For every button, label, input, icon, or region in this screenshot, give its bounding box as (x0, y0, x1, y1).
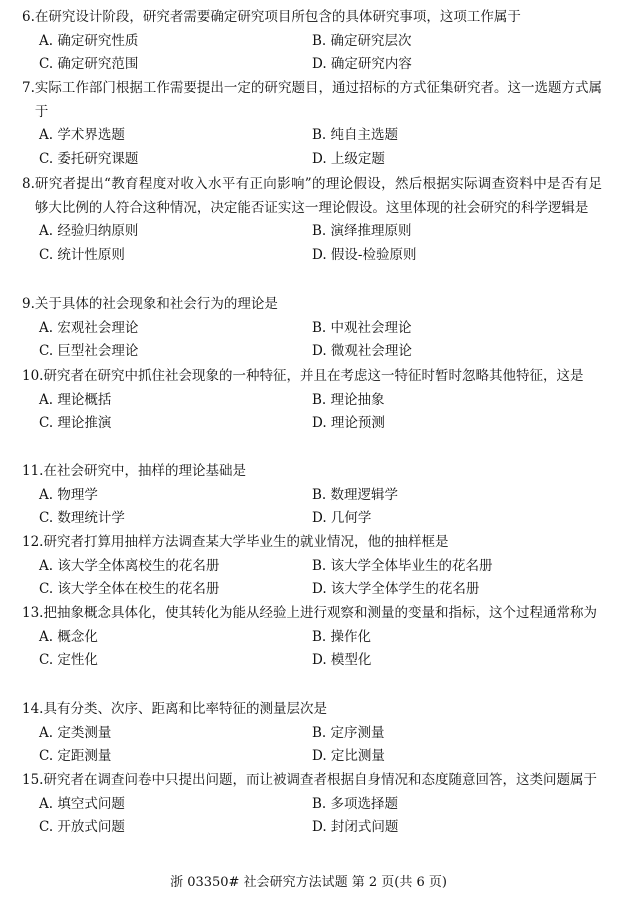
options (22, 484, 602, 531)
question-stem (22, 6, 602, 30)
options (22, 30, 602, 77)
question-stem (22, 769, 602, 793)
options (22, 220, 602, 267)
option-c: C. 确定研究范围 (39, 56, 139, 72)
option-b: B. 演绎推理原则 (312, 223, 412, 239)
question-6 (22, 6, 602, 77)
option-c: C. 该大学全体在校生的花名册 (39, 581, 220, 597)
option-d: D. 上级定题 (312, 150, 385, 167)
question-text: 研究者在调查问卷中只提出问题，而让被调查者根据自身情况和态度随意回答，这类问题属于 (43, 772, 597, 788)
question-text: 研究者提出“教育程度对收入水平有正向影响”的理论假设，然后根据实际调查资料中是否有足够大比例的人符合这种情况，决定能否证实这一理论假设。这里体现的社会研究的科学逻辑是 (34, 176, 602, 216)
options (22, 317, 602, 364)
options (22, 555, 602, 602)
option-a: A. 定类测量 (39, 724, 112, 741)
option-a: A. 填空式问题 (39, 795, 125, 812)
question-12 (22, 531, 602, 602)
question-number: 15. (22, 772, 44, 788)
option-d: D. 微观社会理论 (312, 343, 412, 359)
option-a: A. 确定研究性质 (39, 32, 139, 49)
question-number: 14. (22, 701, 44, 717)
question-text: 关于具体的社会现象和社会行为的理论是 (34, 296, 278, 312)
option-d: D. 确定研究内容 (312, 56, 412, 72)
question-text: 研究者打算用抽样方法调查某大学毕业生的就业情况，他的抽样框是 (43, 534, 449, 550)
option-c: C. 数理统计学 (39, 510, 125, 526)
question-text: 把抽象概念具体化，使其转化为能从经验上进行观察和测量的变量和指标，这个过程通常称为 (43, 605, 597, 621)
option-b: B. 操作化 (312, 628, 372, 645)
option-a: A. 概念化 (39, 628, 98, 645)
question-number: 13. (22, 605, 44, 621)
options (22, 124, 602, 171)
question-9 (22, 293, 602, 364)
question-number: 7. (22, 80, 35, 96)
option-a: A. 物理学 (39, 486, 98, 503)
option-c: C. 定距测量 (39, 748, 112, 764)
question-14 (22, 698, 602, 769)
question-stem (22, 173, 602, 220)
option-a: A. 宏观社会理论 (39, 319, 139, 336)
option-d: D. 该大学全体学生的花名册 (312, 581, 480, 597)
question-text: 实际工作部门根据工作需要提出一定的研究题目，通过招标的方式征集研究者。这一选题方式属于 (34, 80, 602, 120)
question-stem (22, 293, 602, 317)
question-stem (22, 460, 602, 484)
options (22, 626, 602, 673)
option-a: A. 该大学全体离校生的花名册 (39, 557, 220, 574)
question-number: 6. (22, 9, 35, 25)
option-c: C. 巨型社会理论 (39, 343, 139, 359)
options (22, 793, 602, 840)
question-number: 12. (22, 534, 44, 550)
question-number: 9. (22, 296, 35, 312)
question-stem (22, 365, 602, 389)
option-c: C. 理论推演 (39, 415, 112, 431)
question-text: 在社会研究中，抽样的理论基础是 (43, 463, 246, 479)
question-number: 11. (22, 463, 44, 479)
option-b: B. 定序测量 (312, 724, 385, 741)
option-a: A. 理论概括 (39, 391, 112, 408)
page-footer: 浙 03350# 社会研究方法试题 第 2 页(共 6 页) (170, 875, 447, 890)
question-stem (22, 698, 602, 722)
option-d: D. 定比测量 (312, 748, 385, 764)
option-b: B. 多项选择题 (312, 795, 399, 812)
question-13 (22, 602, 602, 673)
question-7 (22, 77, 602, 171)
question-stem (22, 602, 602, 626)
question-text: 在研究设计阶段，研究者需要确定研究项目所包含的具体研究事项，这项工作属于 (34, 9, 521, 25)
question-10 (22, 365, 602, 436)
option-d: D. 封闭式问题 (312, 819, 399, 835)
option-d: D. 假设-检验原则 (312, 246, 417, 263)
question-11 (22, 460, 602, 531)
option-c: C. 开放式问题 (39, 819, 125, 835)
question-stem (22, 77, 602, 124)
option-b: B. 该大学全体毕业生的花名册 (312, 557, 493, 574)
question-number: 10. (22, 368, 44, 384)
question-15 (22, 769, 602, 840)
option-c: C. 统计性原则 (39, 246, 125, 263)
option-b: B. 确定研究层次 (312, 32, 412, 49)
option-d: D. 理论预测 (312, 415, 385, 431)
option-c: C. 定性化 (39, 652, 98, 668)
option-b: B. 数理逻辑学 (312, 486, 399, 503)
option-b: B. 中观社会理论 (312, 319, 412, 336)
question-stem (22, 531, 602, 555)
option-c: C. 委托研究课题 (39, 150, 139, 167)
option-d: D. 几何学 (312, 510, 372, 526)
question-text: 研究者在研究中抓住社会现象的一种特征，并且在考虑这一特征时暂时忽略其他特征，这是 (43, 368, 584, 384)
option-a: A. 学术界选题 (39, 127, 125, 143)
option-d: D. 模型化 (312, 652, 372, 668)
question-8 (22, 173, 602, 267)
options (22, 722, 602, 769)
question-number: 8. (22, 176, 35, 192)
options (22, 389, 602, 436)
question-text: 具有分类、次序、距离和比率特征的测量层次是 (43, 701, 327, 717)
option-a: A. 经验归纳原则 (39, 223, 139, 239)
option-b: B. 理论抽象 (312, 391, 385, 408)
option-b: B. 纯自主选题 (312, 127, 399, 143)
